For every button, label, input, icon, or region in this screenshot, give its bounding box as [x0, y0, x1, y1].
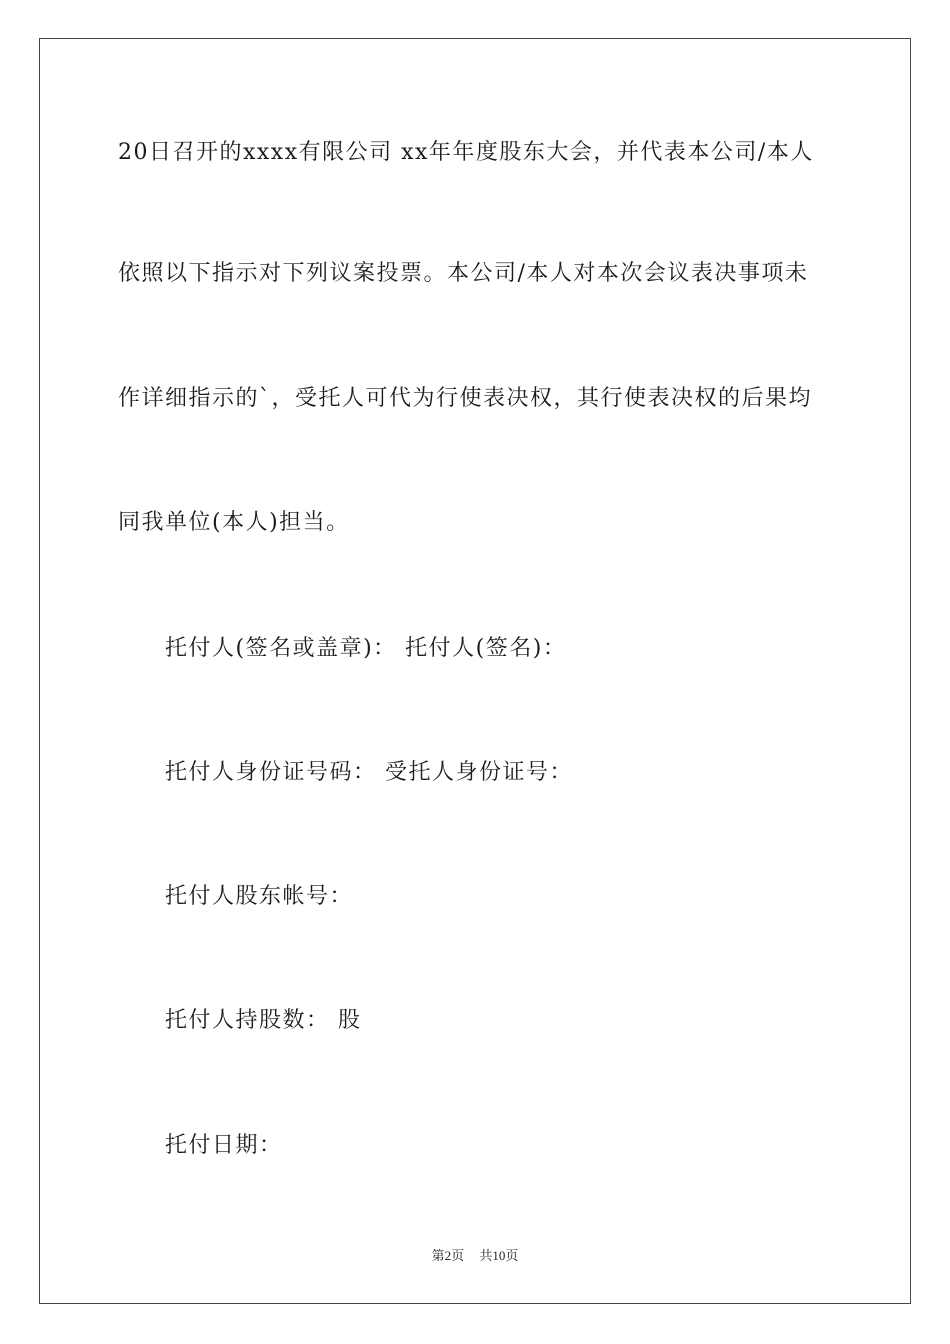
page-frame: [39, 38, 911, 1304]
signature-field: 托付人(签名或盖章)： 托付人(签名)：: [165, 636, 567, 661]
id-number-field: 托付人身份证号码： 受托人身份证号：: [165, 760, 573, 785]
page-footer: [0, 1245, 950, 1264]
date-field: 托付日期：: [165, 1133, 283, 1158]
paragraph-line-4: 同我单位(本人)担当。: [118, 510, 350, 535]
paragraph-line-2: 依照以下指示对下列议案投票。本公司/本人对本次会议表决事项未: [118, 261, 809, 286]
page-total: 共10页: [479, 1248, 519, 1263]
paragraph-line-3: 作详细指示的`，受托人可代为行使表决权，其行使表决权的后果均: [118, 386, 813, 411]
shareholder-account-field: 托付人股东帐号：: [165, 884, 354, 909]
paragraph-line-1: 20日召开的xxxx有限公司 xx年年度股东大会，并代表本公司/本人: [118, 140, 814, 165]
shares-held-field: 托付人持股数： 股: [165, 1008, 362, 1033]
page-number: 第2页: [431, 1248, 465, 1263]
